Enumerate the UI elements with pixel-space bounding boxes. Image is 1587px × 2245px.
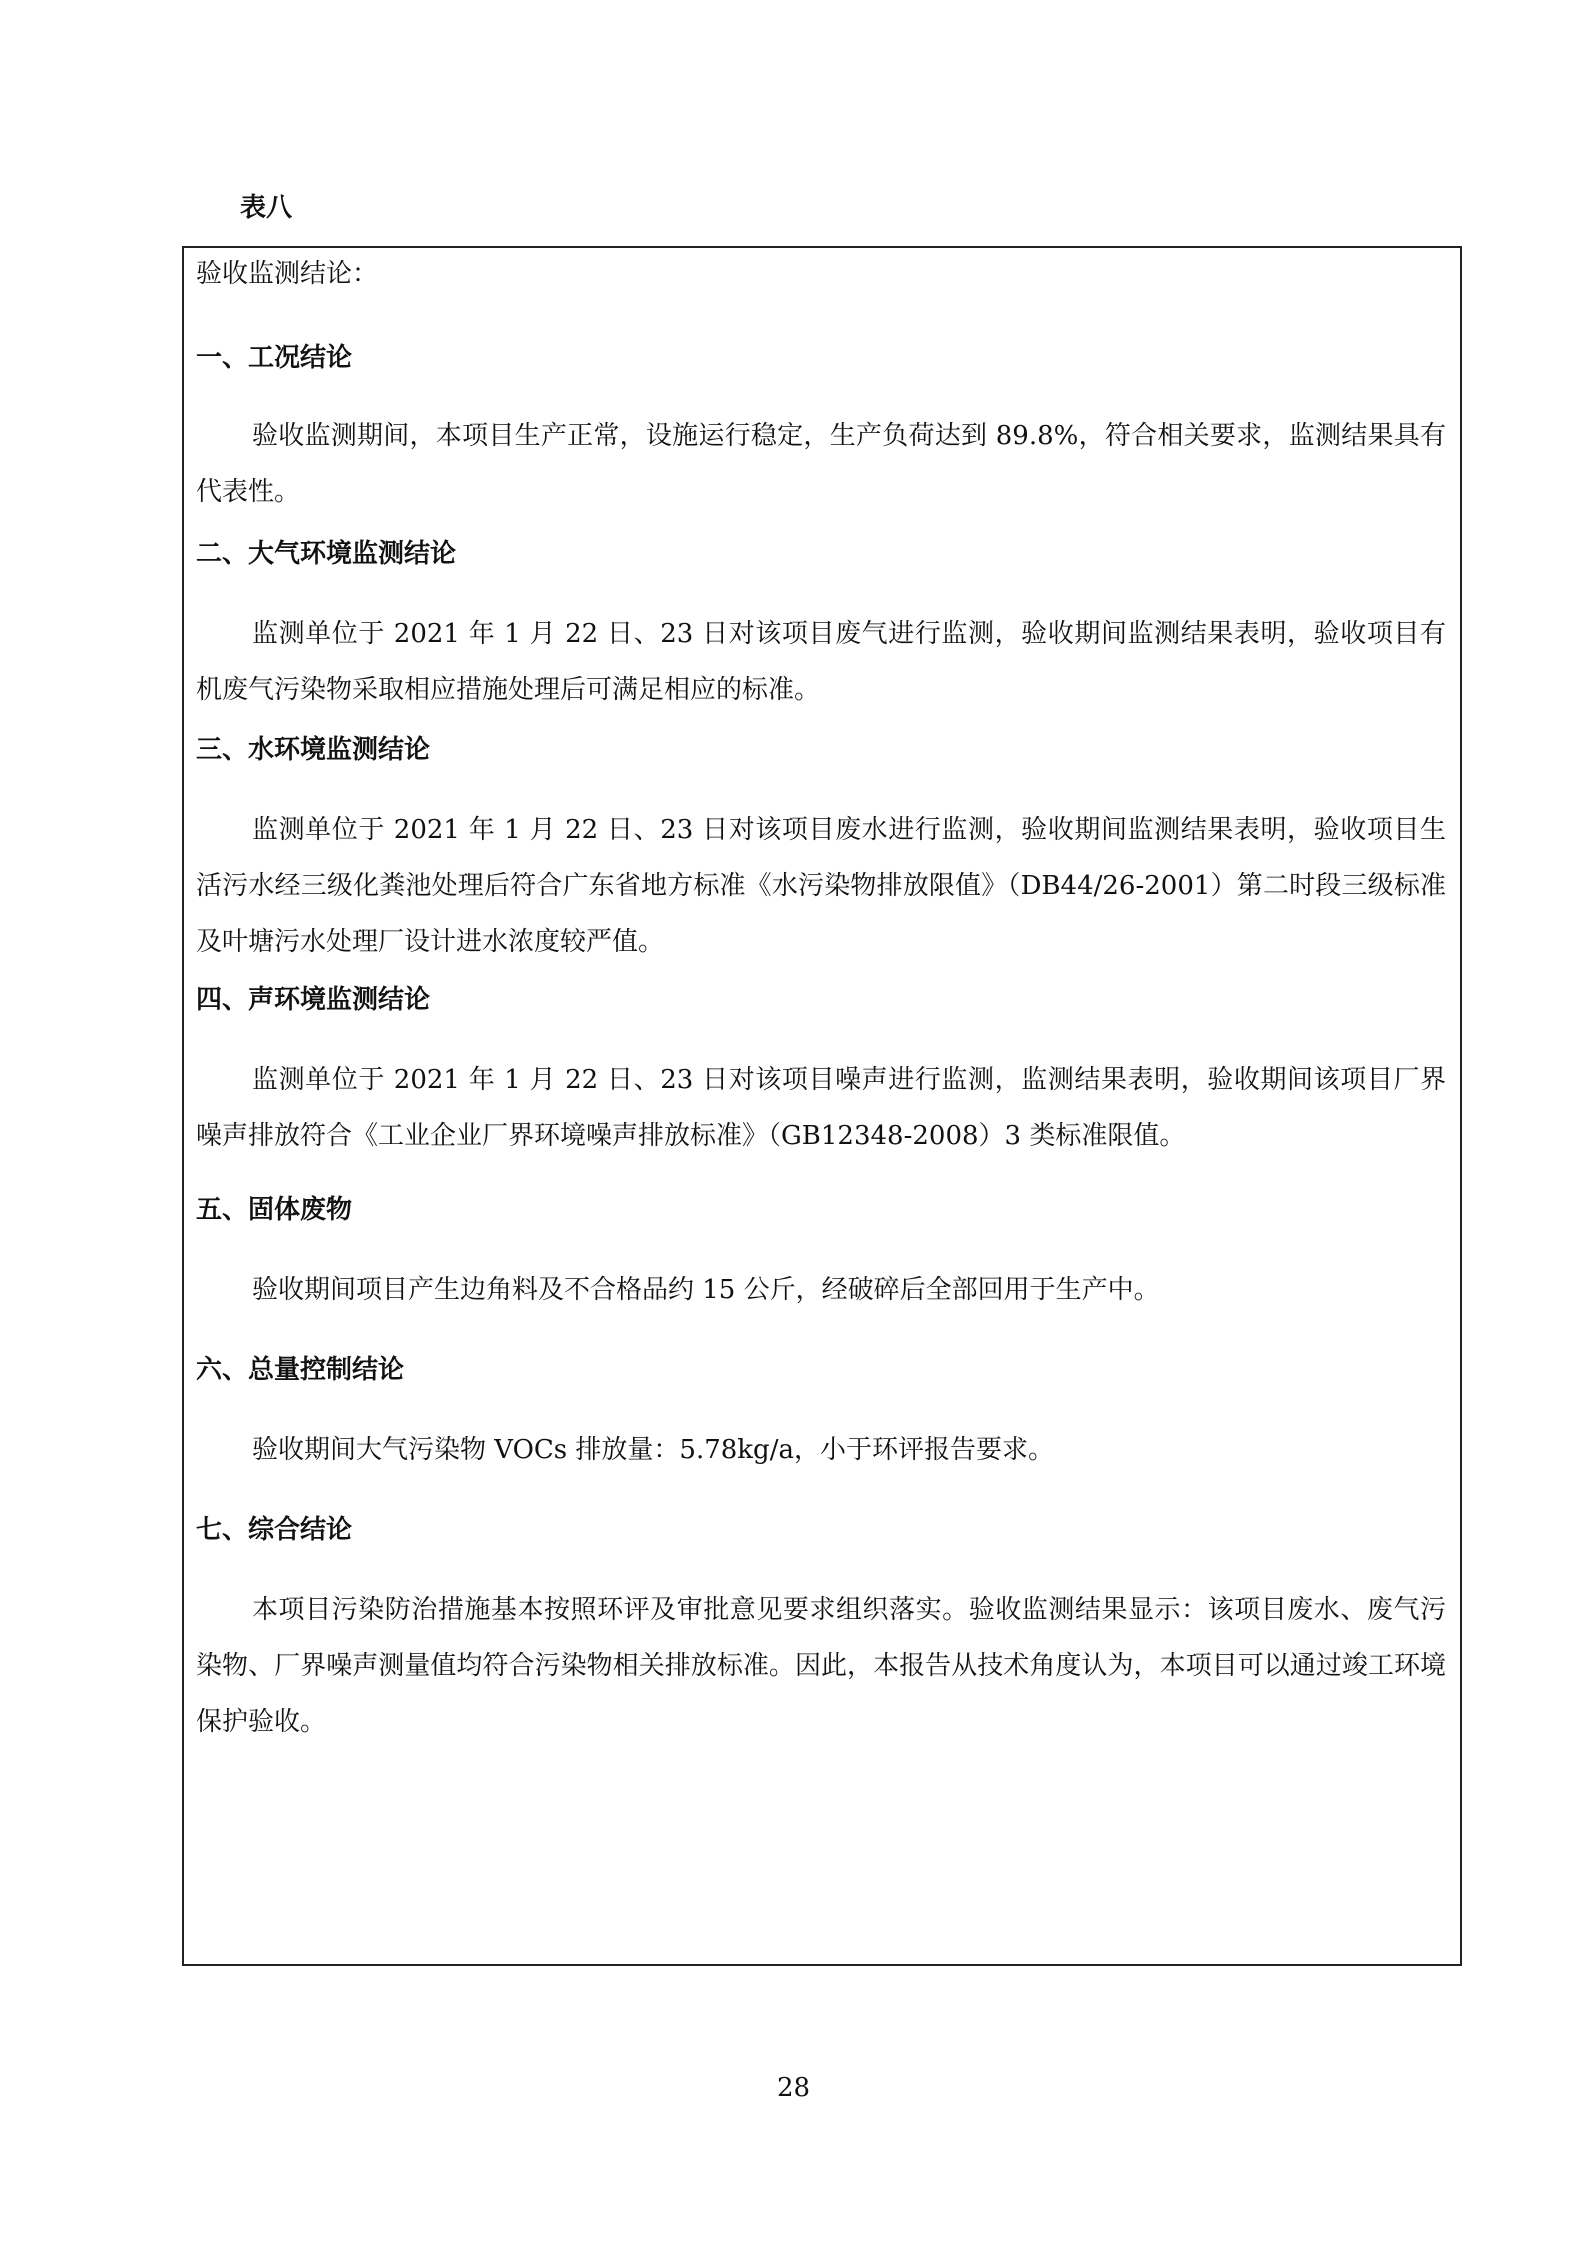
section-title-water-monitoring: 三、水环境监测结论 bbox=[196, 735, 431, 765]
section-text-water-monitoring: 监测单位于 2021 年 1 月 22 日、23 日对该项目废水进行监测，验收期间监测结果表明，验收项目生活污水经三级化粪池处理后符合广东省地方标准《水污染物排放限值》（DB44/26-2001）第二时段三级标准及叶塘污水处理厂设计进水浓度较严值。 bbox=[196, 815, 1446, 957]
section-title-air-monitoring: 二、大气环境监测结论 bbox=[196, 539, 457, 569]
section-text-overall-conclusion: 本项目污染防治措施基本按照环评及审批意见要求组织落实。验收监测结果显示：该项目废水、废气污染物、厂界噪声测量值均符合污染物相关排放标准。因此，本报告从技术角度认为，本项目可以通过竣工环境保护验收。 bbox=[196, 1595, 1446, 1737]
section-text-solid-waste: 验收期间项目产生边角料及不合格品约 15 公斤，经破碎后全部回用于生产中。 bbox=[252, 1275, 1160, 1305]
section-title-total-control: 六、总量控制结论 bbox=[196, 1355, 405, 1385]
section-title-noise-monitoring: 四、声环境监测结论 bbox=[196, 985, 431, 1015]
section-text-noise-monitoring: 监测单位于 2021 年 1 月 22 日、23 日对该项目噪声进行监测，监测结果表明，验收期间该项目厂界噪声排放符合《工业企业厂界环境噪声排放标准》（GB12348-2008）3 类标准限值。 bbox=[196, 1065, 1446, 1151]
section-title-solid-waste: 五、固体废物 bbox=[196, 1195, 353, 1225]
conclusion-heading: 验收监测结论： bbox=[196, 259, 379, 289]
section-text-operating-conditions: 验收监测期间，本项目生产正常，设施运行稳定，生产负荷达到 89.8%，符合相关要求，监测结果具有代表性。 bbox=[196, 421, 1446, 507]
section-text-air-monitoring: 监测单位于 2021 年 1 月 22 日、23 日对该项目废气进行监测，验收期间监测结果表明，验收项目有机废气污染物采取相应措施处理后可满足相应的标准。 bbox=[196, 619, 1446, 705]
section-title-overall-conclusion: 七、综合结论 bbox=[196, 1515, 353, 1545]
page-number: 28 bbox=[776, 2073, 811, 2103]
table-label: 表八 bbox=[240, 193, 293, 223]
section-title-operating-conditions: 一、工况结论 bbox=[196, 343, 353, 373]
section-text-total-control: 验收期间大气污染物 VOCs 排放量：5.78kg/a，小于环评报告要求。 bbox=[252, 1435, 1054, 1465]
